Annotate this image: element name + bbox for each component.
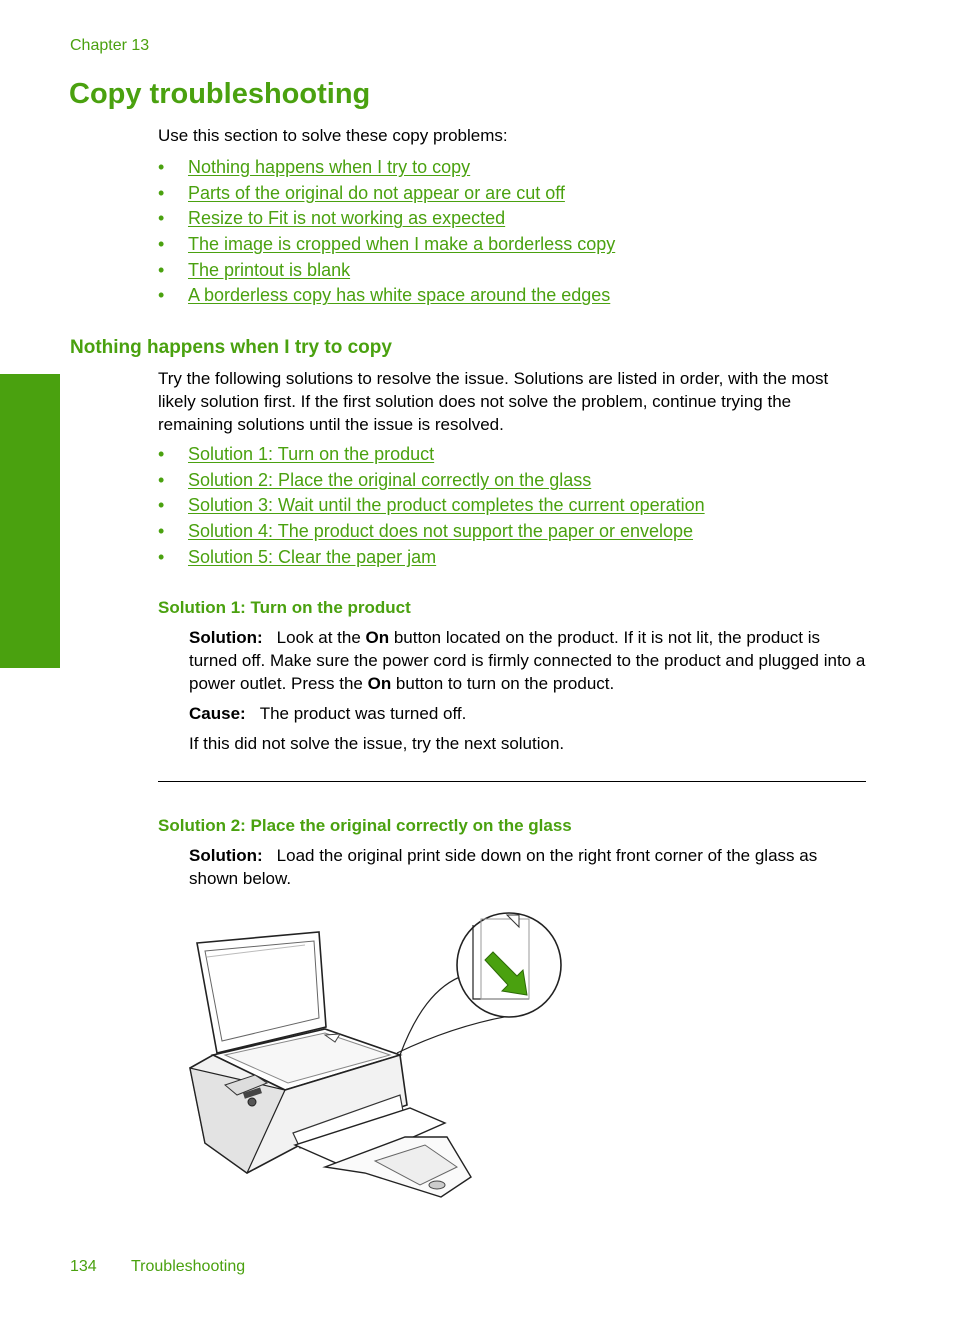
solution-label: Solution:	[189, 628, 263, 647]
problem-link[interactable]: Nothing happens when I try to copy	[188, 157, 471, 177]
problem-link[interactable]: The printout is blank	[188, 259, 351, 280]
solution1-heading: Solution 1: Turn on the product	[158, 598, 411, 617]
solution-link-list	[158, 443, 705, 571]
page-title: Copy troubleshooting	[69, 78, 371, 110]
printer-illustration	[185, 905, 565, 1205]
list-item: • Nothing happens when I try to copy	[158, 157, 471, 177]
problem-link[interactable]: Parts of the original do not appear or are cut off	[188, 182, 565, 203]
list-item: • Resize to Fit is not working as expected	[158, 208, 506, 229]
section-intro: Try the following solutions to resolve the issue. Solutions are listed in order, with the most likely solution first. If the first solution does not solve the problem, continue trying the remaining solutions until the issue is resolved.	[158, 369, 829, 434]
list-item: • Solution 1: Turn on the product	[158, 444, 435, 464]
solution2-heading: Solution 2: Place the original correctly on the glass	[158, 816, 572, 835]
chapter-label: Chapter 13	[70, 37, 150, 54]
solution-link[interactable]: Solution 4: The product does not support the paper or envelope	[188, 521, 694, 542]
footer-section: Troubleshooting	[131, 1258, 246, 1275]
on-button-icon	[248, 1098, 256, 1106]
page-number: 134	[70, 1258, 97, 1275]
problem-link[interactable]: Resize to Fit is not working as expected	[188, 208, 506, 229]
problem-link[interactable]: A borderless copy has white space around the edges	[188, 285, 611, 306]
list-item: • The printout is blank	[158, 259, 351, 280]
list-item: • Parts of the original do not appear or are cut off	[158, 182, 565, 203]
list-item: • The image is cropped when I make a borderless copy	[158, 234, 616, 255]
side-tab	[0, 374, 60, 668]
list-item: • A borderless copy has white space around the edges	[158, 285, 611, 306]
divider	[158, 781, 866, 782]
solution-link[interactable]: Solution 1: Turn on the product	[188, 444, 435, 464]
solution-label: Solution:	[189, 846, 263, 865]
list-item: • Solution 5: Clear the paper jam	[158, 546, 437, 567]
solution1-text: Solution: Look at the On button located on the product. If it is not lit, the product is turned off. Make sure the power cord is firmly connected to the product and plugged into a power outlet. Press the On button to turn on the product.	[189, 628, 866, 693]
problem-link-list	[158, 156, 615, 310]
cause-label: Cause:	[189, 704, 246, 723]
solution2-text: Solution: Load the original print side down on the right front corner of the glass as shown below.	[189, 846, 818, 888]
list-item: • Solution 4: The product does not support the paper or envelope	[158, 521, 694, 542]
solution1-cause: Cause: The product was turned off.	[189, 704, 467, 723]
problem-link[interactable]: The image is cropped when I make a borderless copy	[188, 234, 616, 255]
solution1-next: If this did not solve the issue, try the next solution.	[189, 734, 565, 753]
on-button-name: On	[365, 628, 390, 647]
intro-text: Use this section to solve these copy problems:	[158, 126, 508, 145]
solution-link[interactable]: Solution 3: Wait until the product completes the current operation	[188, 495, 705, 516]
section-heading: Nothing happens when I try to copy	[70, 337, 392, 358]
solution-link[interactable]: Solution 2: Place the original correctly on the glass	[188, 469, 592, 490]
solution-link[interactable]: Solution 5: Clear the paper jam	[188, 546, 437, 567]
list-item: • Solution 3: Wait until the product completes the current operation	[158, 495, 705, 516]
list-item: • Solution 2: Place the original correctly on the glass	[158, 469, 592, 490]
on-button-name: On	[367, 673, 392, 693]
